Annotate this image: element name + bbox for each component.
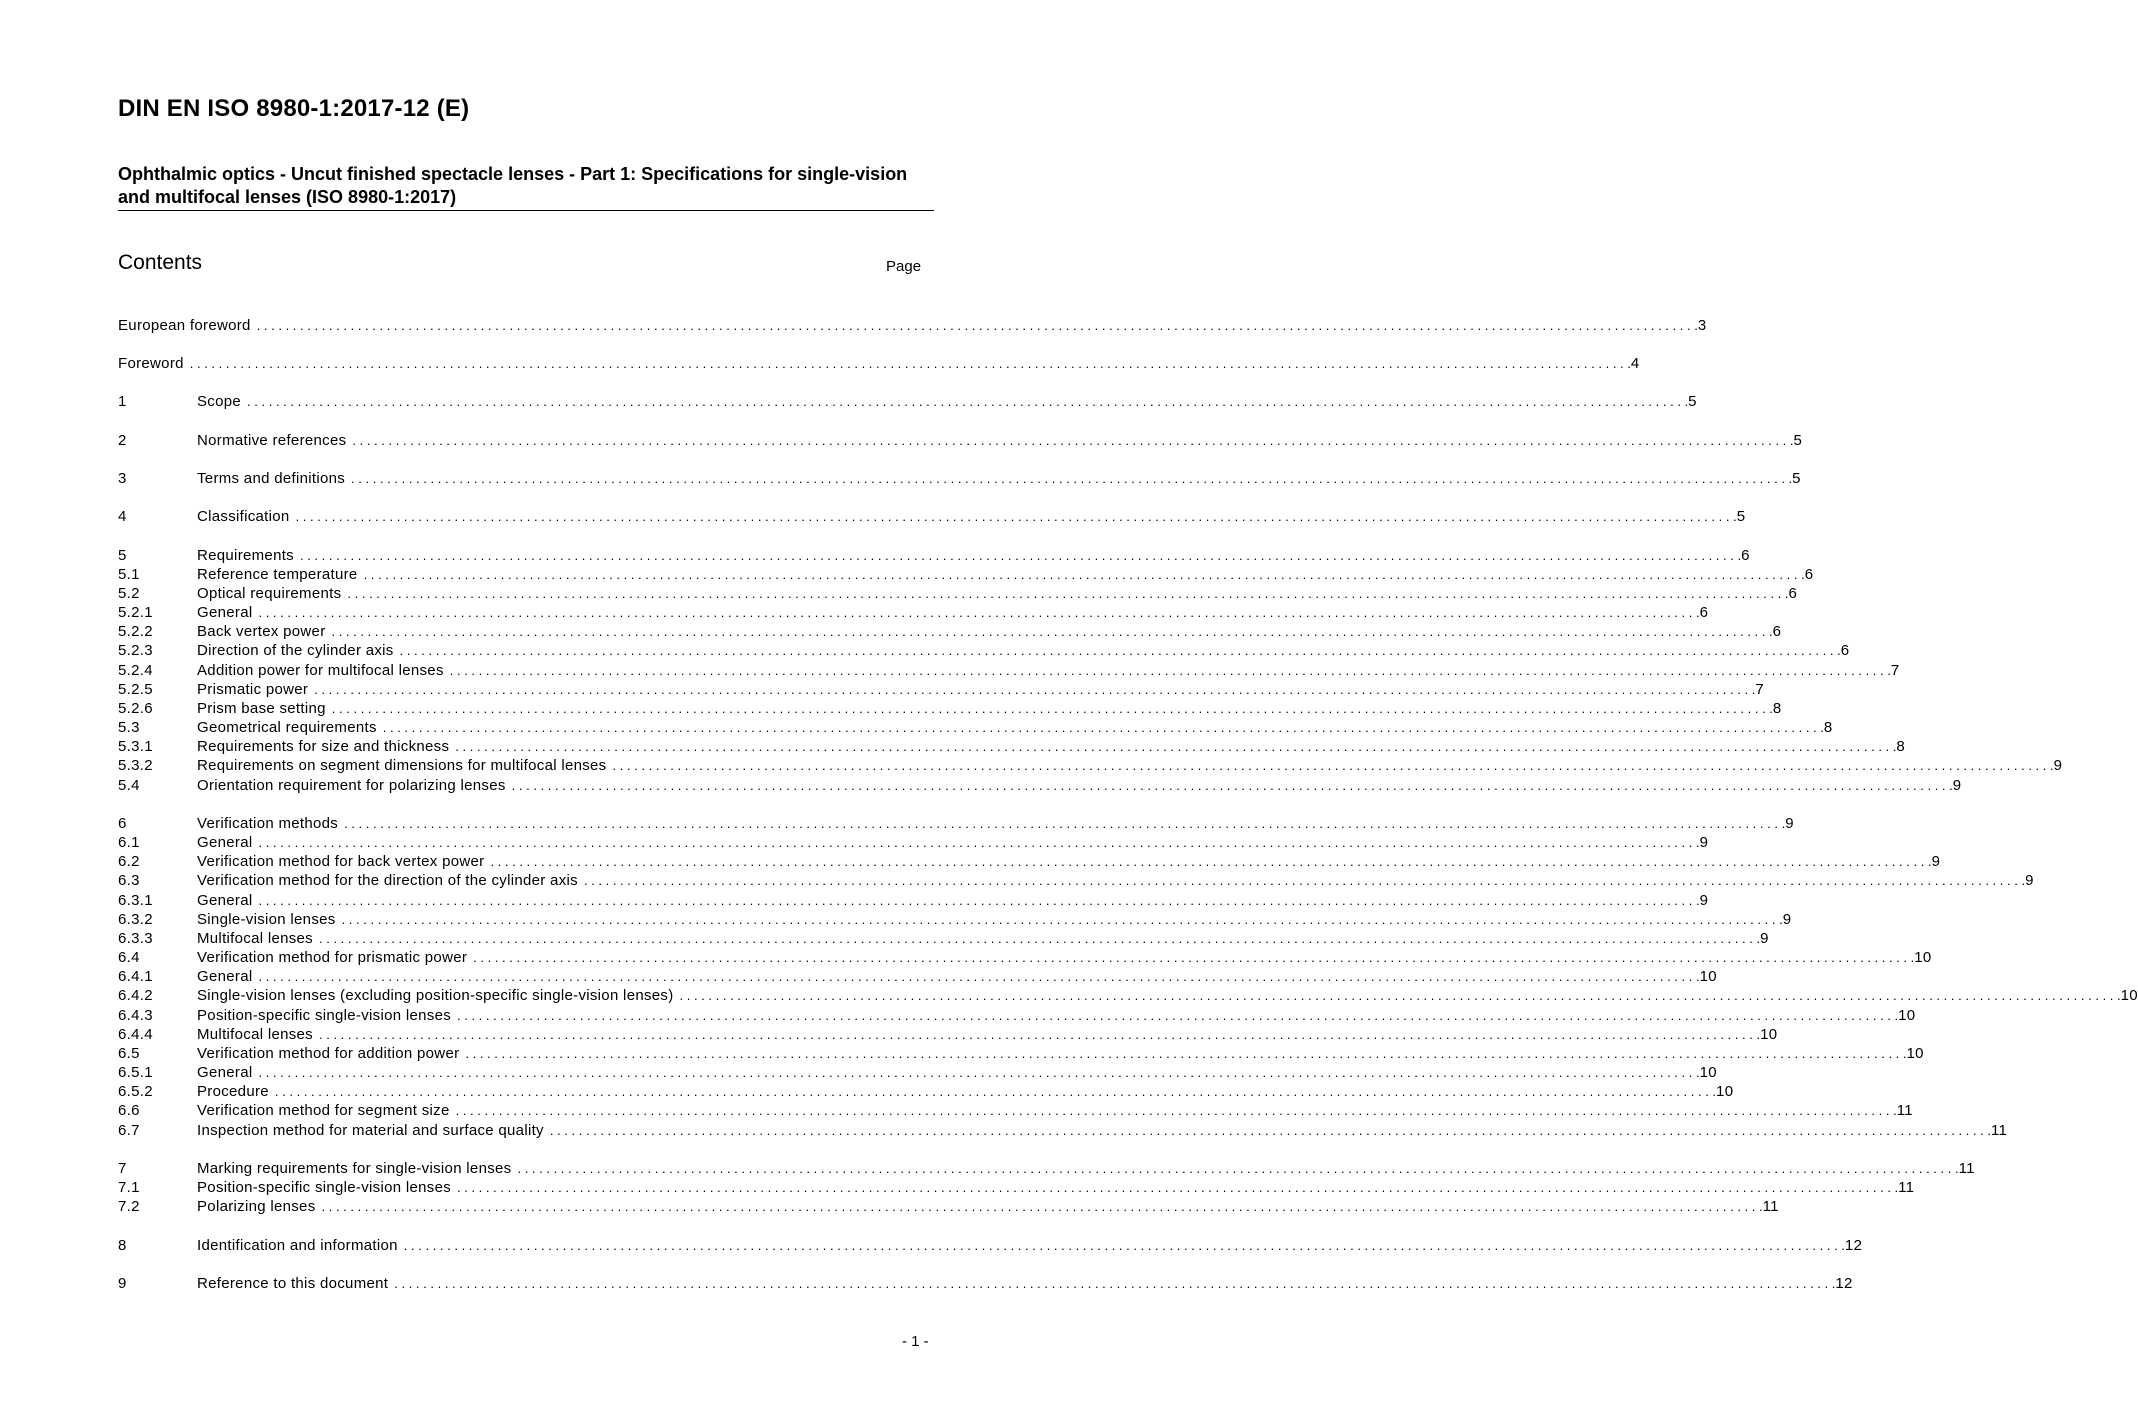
toc-leader-line: [197, 546, 1750, 565]
toc-dot-leader: . . . . . . . . . . . . . . . . . . . . . . . . . . . . . . . . . . . . . . . . . . . . . . . . . . . . . . . . . . . . . . . . . . . . . . . . . . . . . . . . . . . . . . . . . . . . . . . . . . . . . . . . . . . . . . . . . . . . . . . . . . . . . . . . . . . . . . . . . . . . . . . . . . . . . . . . . . . . . . . . . . . . . . . . . . . . . . . . . . . . . . . . . . . . . . . . . . . . . . . .: [457, 1180, 1899, 1195]
toc-dot-leader: . . . . . . . . . . . . . . . . . . . . . . . . . . . . . . . . . . . . . . . . . . . . . . . . . . . . . . . . . . . . . . . . . . . . . . . . . . . . . . . . . . . . . . . . . . . . . . . . . . . . . . . . . . . . . . . . . . . . . . . . . . . . . . . . . . . . . . . . . . . . . . . . . . . . . . . . . . . . . . . . . . . . . . . . . . . . . . . . . . . . . . . . . . . . . . . . . . . . . . . .: [612, 758, 2054, 773]
toc-section-number: 2: [118, 432, 127, 449]
toc-entry[interactable]: [118, 661, 1900, 680]
toc-dot-leader: . . . . . . . . . . . . . . . . . . . . . . . . . . . . . . . . . . . . . . . . . . . . . . . . . . . . . . . . . . . . . . . . . . . . . . . . . . . . . . . . . . . . . . . . . . . . . . . . . . . . . . . . . . . . . . . . . . . . . . . . . . . . . . . . . . . . . . . . . . . . . . . . . . . . . . . . . . . . . . . . . . . . . . . . . . . . . . . . . . . . . . . . . . . . . . . . . . . . . . . .: [331, 624, 1773, 639]
toc-title: General: [197, 833, 258, 852]
toc-dot-leader: . . . . . . . . . . . . . . . . . . . . . . . . . . . . . . . . . . . . . . . . . . . . . . . . . . . . . . . . . . . . . . . . . . . . . . . . . . . . . . . . . . . . . . . . . . . . . . . . . . . . . . . . . . . . . . . . . . . . . . . . . . . . . . . . . . . . . . . . . . . . . . . . . . . . . . . . . . . . . . . . . . . . . . . . . . . . . . . . . . . . . . . . . . . . . . . . . . . . . . . .: [299, 548, 1742, 563]
toc-leader-line: [197, 833, 1709, 852]
toc-page-number: 9: [1931, 853, 1941, 870]
toc-page-number: 6: [1699, 604, 1709, 621]
toc-page-number: 10: [1716, 1083, 1734, 1100]
toc-leader-line: [197, 565, 1814, 584]
toc-entry[interactable]: [118, 718, 1833, 737]
toc-section-number: 6.4: [118, 949, 140, 966]
toc-page-number: 5: [1736, 508, 1746, 525]
toc-page-number: 7: [1890, 662, 1900, 679]
toc-leader-line: [197, 1044, 1924, 1063]
toc-section-number: 5.2.6: [118, 700, 153, 717]
toc-entry[interactable]: [118, 1063, 1717, 1082]
toc-section-number: 6.7: [118, 1122, 140, 1139]
toc-title: Single-vision lenses: [197, 910, 342, 929]
toc-page-number: 6: [1788, 585, 1798, 602]
toc-title: Geometrical requirements: [197, 718, 383, 737]
toc-title: Back vertex power: [197, 622, 331, 641]
toc-title: Prismatic power: [197, 680, 314, 699]
toc-page-number: 11: [1762, 1198, 1779, 1215]
toc-page-number: 10: [1699, 968, 1717, 985]
toc-dot-leader: . . . . . . . . . . . . . . . . . . . . . . . . . . . . . . . . . . . . . . . . . . . . . . . . . . . . . . . . . . . . . . . . . . . . . . . . . . . . . . . . . . . . . . . . . . . . . . . . . . . . . . . . . . . . . . . . . . . . . . . . . . . . . . . . . . . . . . . . . . . . . . . . . . . . . . . . . . . . . . . . . . . . . . . . . . . . . . . . . . . . . . . . . . . . . . . . . . . . . . . .: [399, 643, 1841, 658]
toc-page-number: 11: [1958, 1160, 1975, 1177]
toc-entry[interactable]: [118, 1044, 1924, 1063]
toc-title: Procedure: [197, 1082, 275, 1101]
toc-section-number: 6: [118, 815, 127, 832]
toc-leader-line: [197, 891, 1709, 910]
toc-page-number: 10: [2120, 987, 2138, 1004]
toc-title: General: [197, 1063, 258, 1082]
toc-entry[interactable]: [118, 852, 1941, 871]
toc-title: Requirements on segment dimensions for multifocal lenses: [197, 756, 613, 775]
toc-entry[interactable]: [118, 507, 1746, 526]
toc-page-number: 12: [1835, 1275, 1853, 1292]
toc-dot-leader: . . . . . . . . . . . . . . . . . . . . . . . . . . . . . . . . . . . . . . . . . . . . . . . . . . . . . . . . . . . . . . . . . . . . . . . . . . . . . . . . . . . . . . . . . . . . . . . . . . . . . . . . . . . . . . . . . . . . . . . . . . . . . . . . . . . . . . . . . . . . . . . . . . . . . . . . . . . . . . . . . . . . . . . . . . . . . . . . . . . . . . . . . . . . . . . . . . . . . . . .: [274, 1084, 1717, 1099]
toc-entry[interactable]: [118, 1006, 1916, 1025]
toc-dot-leader: . . . . . . . . . . . . . . . . . . . . . . . . . . . . . . . . . . . . . . . . . . . . . . . . . . . . . . . . . . . . . . . . . . . . . . . . . . . . . . . . . . . . . . . . . . . . . . . . . . . . . . . . . . . . . . . . . . . . . . . . . . . . . . . . . . . . . . . . . . . . . . . . . . . . . . . . . . . . . . . . . . . . . . . . . . . . . . . . . . . . . . . . . . . . . . . . . . . . . . . .: [318, 931, 1761, 946]
toc-entry[interactable]: [118, 986, 2138, 1005]
toc-title: Position-specific single-vision lenses: [197, 1006, 457, 1025]
toc-dot-leader: . . . . . . . . . . . . . . . . . . . . . . . . . . . . . . . . . . . . . . . . . . . . . . . . . . . . . . . . . . . . . . . . . . . . . . . . . . . . . . . . . . . . . . . . . . . . . . . . . . . . . . . . . . . . . . . . . . . . . . . . . . . . . . . . . . . . . . . . . . . . . . . . . . . . . . . . . . . . . . . . . . . . . . . . . . . . . . . . . . . . . . . . . . . . . . . . . . . . . . . .: [344, 816, 1786, 831]
toc-entry[interactable]: [118, 622, 1782, 641]
toc-entry[interactable]: [118, 833, 1709, 852]
toc-section-number: 6.2: [118, 853, 140, 870]
toc-entry[interactable]: [118, 1025, 1778, 1044]
toc-section-number: 6.5.1: [118, 1064, 153, 1081]
toc-section-number: 7: [118, 1160, 127, 1177]
toc-title: Verification method for addition power: [197, 1044, 465, 1063]
toc-section-number: 5.2.3: [118, 642, 153, 659]
toc-dot-leader: . . . . . . . . . . . . . . . . . . . . . . . . . . . . . . . . . . . . . . . . . . . . . . . . . . . . . . . . . . . . . . . . . . . . . . . . . . . . . . . . . . . . . . . . . . . . . . . . . . . . . . . . . . . . . . . . . . . . . . . . . . . . . . . . . . . . . . . . . . . . . . . . . . . . . . . . . . . . . . . . . . . . . . . . . . . . . . . . . . . . . . . . . . . . . . . . . . . . . . . .: [549, 1123, 1991, 1138]
toc-page-number: 11: [1990, 1122, 2008, 1139]
toc-title: Classification: [197, 507, 296, 526]
toc-leader-line: [197, 1025, 1778, 1044]
toc-dot-leader: . . . . . . . . . . . . . . . . . . . . . . . . . . . . . . . . . . . . . . . . . . . . . . . . . . . . . . . . . . . . . . . . . . . . . . . . . . . . . . . . . . . . . . . . . . . . . . . . . . . . . . . . . . . . . . . . . . . . . . . . . . . . . . . . . . . . . . . . . . . . . . . . . . . . . . . . . . . . . . . . . . . . . . . . . . . . . . . . . . . . . . . . . . . . . . . . . . . . . . . .: [189, 356, 1631, 371]
toc-leader-line: [197, 814, 1794, 833]
toc-leader-line: [197, 967, 1717, 986]
toc-page-number: 7: [1755, 681, 1764, 698]
toc-page-number: 8: [1823, 719, 1833, 736]
toc-page-number: 4: [1630, 355, 1640, 372]
toc-dot-leader: . . . . . . . . . . . . . . . . . . . . . . . . . . . . . . . . . . . . . . . . . . . . . . . . . . . . . . . . . . . . . . . . . . . . . . . . . . . . . . . . . . . . . . . . . . . . . . . . . . . . . . . . . . . . . . . . . . . . . . . . . . . . . . . . . . . . . . . . . . . . . . . . . . . . . . . . . . . . . . . . . . . . . . . . . . . . . . . . . . . . . . . . . . . . . . . . . . . . . . . .: [314, 682, 1756, 697]
toc-title: General: [197, 891, 258, 910]
toc-section-number: 4: [118, 508, 127, 525]
toc-section-number: 5.2.4: [118, 662, 153, 679]
toc-entry[interactable]: [118, 1274, 1853, 1293]
toc-section-number: 3: [118, 470, 127, 487]
toc-leader-line: [197, 584, 1798, 603]
toc-entry[interactable]: [118, 546, 1750, 565]
toc-entry[interactable]: [118, 584, 1798, 603]
toc-entry[interactable]: [118, 814, 1794, 833]
toc-dot-leader: . . . . . . . . . . . . . . . . . . . . . . . . . . . . . . . . . . . . . . . . . . . . . . . . . . . . . . . . . . . . . . . . . . . . . . . . . . . . . . . . . . . . . . . . . . . . . . . . . . . . . . . . . . . . . . . . . . . . . . . . . . . . . . . . . . . . . . . . . . . . . . . . . . . . . . . . . . . . . . . . . . . . . . . . . . . . . . . . . . . . . . . . . . . . . . . . . . . . . . . .: [457, 1008, 1899, 1023]
toc-dot-leader: . . . . . . . . . . . . . . . . . . . . . . . . . . . . . . . . . . . . . . . . . . . . . . . . . . . . . . . . . . . . . . . . . . . . . . . . . . . . . . . . . . . . . . . . . . . . . . . . . . . . . . . . . . . . . . . . . . . . . . . . . . . . . . . . . . . . . . . . . . . . . . . . . . . . . . . . . . . . . . . . . . . . . . . . . . . . . . . . . . . . . . . . . . . . . . . . . . . . . . . .: [403, 1238, 1845, 1253]
toc-leader-line: [197, 680, 1764, 699]
toc-section-number: 5.3.2: [118, 757, 153, 774]
toc-leader-line: [197, 910, 1792, 929]
toc-title: Orientation requirement for polarizing lenses: [197, 776, 512, 795]
toc-section-number: 5.1: [118, 566, 140, 583]
toc-dot-leader: . . . . . . . . . . . . . . . . . . . . . . . . . . . . . . . . . . . . . . . . . . . . . . . . . . . . . . . . . . . . . . . . . . . . . . . . . . . . . . . . . . . . . . . . . . . . . . . . . . . . . . . . . . . . . . . . . . . . . . . . . . . . . . . . . . . . . . . . . . . . . . . . . . . . . . . . . . . . . . . . . . . . . . . . . . . . . . . . . . . . . . . . . . . . . . . . . . . . . . . .: [351, 471, 1793, 486]
toc-section-number: 6.4.1: [118, 968, 153, 985]
toc-title: Optical requirements: [197, 584, 347, 603]
toc-entry[interactable]: [118, 603, 1709, 622]
toc-leader-line: [197, 852, 1941, 871]
toc-entry[interactable]: [118, 1121, 2008, 1140]
toc-page-number: 9: [1760, 930, 1769, 947]
toc-section-number: 6.4.3: [118, 1007, 153, 1024]
toc-entry[interactable]: [118, 1082, 1734, 1101]
toc-section-number: 7.2: [118, 1198, 140, 1215]
toc-title: Single-vision lenses (excluding position-specific single-vision lenses): [197, 986, 680, 1005]
toc-page-number: 9: [1699, 834, 1709, 851]
toc-dot-leader: . . . . . . . . . . . . . . . . . . . . . . . . . . . . . . . . . . . . . . . . . . . . . . . . . . . . . . . . . . . . . . . . . . . . . . . . . . . . . . . . . . . . . . . . . . . . . . . . . . . . . . . . . . . . . . . . . . . . . . . . . . . . . . . . . . . . . . . . . . . . . . . . . . . . . . . . . . . . . . . . . . . . . . . . . . . . . . . . . . . . . . . . . . . . . . . . . . . . . . . .: [679, 988, 2121, 1003]
toc-section-number: 5.2.1: [118, 604, 153, 621]
toc-title: Scope: [197, 392, 247, 411]
toc-section-number: 6.3.3: [118, 930, 153, 947]
toc-title: Position-specific single-vision lenses: [197, 1178, 457, 1197]
toc-dot-leader: . . . . . . . . . . . . . . . . . . . . . . . . . . . . . . . . . . . . . . . . . . . . . . . . . . . . . . . . . . . . . . . . . . . . . . . . . . . . . . . . . . . . . . . . . . . . . . . . . . . . . . . . . . . . . . . . . . . . . . . . . . . . . . . . . . . . . . . . . . . . . . . . . . . . . . . . . . . . . . . . . . . . . . . . . . . . . . . . . . . . . . . . . . . . . . . . . . . . . . . .: [258, 605, 1700, 620]
toc-page-number: 8: [1772, 700, 1782, 717]
toc-dot-leader: . . . . . . . . . . . . . . . . . . . . . . . . . . . . . . . . . . . . . . . . . . . . . . . . . . . . . . . . . . . . . . . . . . . . . . . . . . . . . . . . . . . . . . . . . . . . . . . . . . . . . . . . . . . . . . . . . . . . . . . . . . . . . . . . . . . . . . . . . . . . . . . . . . . . . . . . . . . . . . . . . . . . . . . . . . . . . . . . . . . . . . . . . . . . . . . . . . . . . . . .: [449, 663, 1891, 678]
toc-dot-leader: . . . . . . . . . . . . . . . . . . . . . . . . . . . . . . . . . . . . . . . . . . . . . . . . . . . . . . . . . . . . . . . . . . . . . . . . . . . . . . . . . . . . . . . . . . . . . . . . . . . . . . . . . . . . . . . . . . . . . . . . . . . . . . . . . . . . . . . . . . . . . . . . . . . . . . . . . . . . . . . . . . . . . . . . . . . . . . . . . . . . . . . . . . . . . . . . . . . . . . . .: [258, 835, 1700, 850]
toc-section-number: 5.3.1: [118, 738, 153, 755]
toc-dot-leader: . . . . . . . . . . . . . . . . . . . . . . . . . . . . . . . . . . . . . . . . . . . . . . . . . . . . . . . . . . . . . . . . . . . . . . . . . . . . . . . . . . . . . . . . . . . . . . . . . . . . . . . . . . . . . . . . . . . . . . . . . . . . . . . . . . . . . . . . . . . . . . . . . . . . . . . . . . . . . . . . . . . . . . . . . . . . . . . . . . . . . . . . . . . . . . . . . . . . . . . .: [583, 873, 2026, 888]
toc-leader-line: [197, 1178, 1915, 1197]
toc-leader-line: [197, 871, 2034, 890]
toc-dot-leader: . . . . . . . . . . . . . . . . . . . . . . . . . . . . . . . . . . . . . . . . . . . . . . . . . . . . . . . . . . . . . . . . . . . . . . . . . . . . . . . . . . . . . . . . . . . . . . . . . . . . . . . . . . . . . . . . . . . . . . . . . . . . . . . . . . . . . . . . . . . . . . . . . . . . . . . . . . . . . . . . . . . . . . . . . . . . . . . . . . . . . . . . . . . . . . . . . . . . . . . .: [465, 1046, 1907, 1061]
toc-entry[interactable]: [118, 776, 1962, 795]
toc-title: European foreword: [118, 316, 257, 335]
toc-section-number: 5.2.2: [118, 623, 153, 640]
toc-leader-line: [197, 661, 1900, 680]
toc-section-number: 5.2.5: [118, 681, 153, 698]
toc-page-number: 11: [1898, 1179, 1915, 1196]
toc-title: General: [197, 967, 258, 986]
toc-entry[interactable]: [118, 1178, 1915, 1197]
toc-page-number: 6: [1804, 566, 1814, 583]
toc-leader-line: [197, 1274, 1853, 1293]
toc-page-number: 9: [1699, 892, 1709, 909]
toc-entry[interactable]: [118, 737, 1906, 756]
toc-leader-line: [197, 641, 1850, 660]
toc-leader-line: [197, 469, 1801, 488]
toc-title: Verification method for segment size: [197, 1101, 456, 1120]
toc-section-number: 5.2: [118, 585, 140, 602]
toc-dot-leader: . . . . . . . . . . . . . . . . . . . . . . . . . . . . . . . . . . . . . . . . . . . . . . . . . . . . . . . . . . . . . . . . . . . . . . . . . . . . . . . . . . . . . . . . . . . . . . . . . . . . . . . . . . . . . . . . . . . . . . . . . . . . . . . . . . . . . . . . . . . . . . . . . . . . . . . . . . . . . . . . . . . . . . . . . . . . . . . . . . . . . . . . . . . . . . . . . . . . . . . .: [455, 739, 1897, 754]
toc-dot-leader: . . . . . . . . . . . . . . . . . . . . . . . . . . . . . . . . . . . . . . . . . . . . . . . . . . . . . . . . . . . . . . . . . . . . . . . . . . . . . . . . . . . . . . . . . . . . . . . . . . . . . . . . . . . . . . . . . . . . . . . . . . . . . . . . . . . . . . . . . . . . . . . . . . . . . . . . . . . . . . . . . . . . . . . . . . . . . . . . . . . . . . . . . . . . . . . . . . . . . . . .: [295, 509, 1737, 524]
toc-leader-line: [197, 1159, 1975, 1178]
toc-dot-leader: . . . . . . . . . . . . . . . . . . . . . . . . . . . . . . . . . . . . . . . . . . . . . . . . . . . . . . . . . . . . . . . . . . . . . . . . . . . . . . . . . . . . . . . . . . . . . . . . . . . . . . . . . . . . . . . . . . . . . . . . . . . . . . . . . . . . . . . . . . . . . . . . . . . . . . . . . . . . . . . . . . . . . . . . . . . . . . . . . . . . . . . . . . . . . . . . . . . . . . . .: [382, 720, 1824, 735]
toc-title: Marking requirements for single-vision lenses: [197, 1159, 517, 1178]
toc-title: Verification method for back vertex power: [197, 852, 490, 871]
toc-leader-line: [197, 737, 1906, 756]
toc-entry[interactable]: [118, 431, 1803, 450]
toc-leader-line: [118, 354, 1640, 373]
toc-entry[interactable]: [118, 1197, 1779, 1216]
toc-page-number: 9: [1785, 815, 1794, 832]
toc-page-number: 9: [2053, 757, 2063, 774]
toc-leader-line: [197, 1082, 1734, 1101]
toc-title: Verification method for prismatic power: [197, 948, 473, 967]
toc-title: Foreword: [118, 354, 190, 373]
toc-entry[interactable]: [118, 929, 1769, 948]
toc-dot-leader: . . . . . . . . . . . . . . . . . . . . . . . . . . . . . . . . . . . . . . . . . . . . . . . . . . . . . . . . . . . . . . . . . . . . . . . . . . . . . . . . . . . . . . . . . . . . . . . . . . . . . . . . . . . . . . . . . . . . . . . . . . . . . . . . . . . . . . . . . . . . . . . . . . . . . . . . . . . . . . . . . . . . . . . . . . . . . . . . . . . . . . . . . . . . . . . . . . . . . . . .: [318, 1027, 1761, 1042]
toc-page-number: 5: [1688, 393, 1697, 410]
toc-section-number: 6.4.2: [118, 987, 153, 1004]
toc-title: Addition power for multifocal lenses: [197, 661, 450, 680]
toc-section-number: 6.5.2: [118, 1083, 153, 1100]
toc-entry[interactable]: [118, 469, 1801, 488]
toc-entry[interactable]: [118, 891, 1709, 910]
toc-leader-line: [197, 1121, 2008, 1140]
toc-title: Direction of the cylinder axis: [197, 641, 400, 660]
toc-title: General: [197, 603, 258, 622]
toc-title: Inspection method for material and surface quality: [197, 1121, 550, 1140]
toc-entry[interactable]: [118, 910, 1792, 929]
page-column-label: Page: [886, 258, 922, 275]
toc-dot-leader: . . . . . . . . . . . . . . . . . . . . . . . . . . . . . . . . . . . . . . . . . . . . . . . . . . . . . . . . . . . . . . . . . . . . . . . . . . . . . . . . . . . . . . . . . . . . . . . . . . . . . . . . . . . . . . . . . . . . . . . . . . . . . . . . . . . . . . . . . . . . . . . . . . . . . . . . . . . . . . . . . . . . . . . . . . . . . . . . . . . . . . . . . . . . . . . . . . . . . . . .: [247, 394, 1689, 409]
title-divider: [118, 210, 934, 211]
toc-page-number: 6: [1741, 547, 1750, 564]
toc-dot-leader: . . . . . . . . . . . . . . . . . . . . . . . . . . . . . . . . . . . . . . . . . . . . . . . . . . . . . . . . . . . . . . . . . . . . . . . . . . . . . . . . . . . . . . . . . . . . . . . . . . . . . . . . . . . . . . . . . . . . . . . . . . . . . . . . . . . . . . . . . . . . . . . . . . . . . . . . . . . . . . . . . . . . . . . . . . . . . . . . . . . . . . . . . . . . . . . . . . . . . . . .: [473, 950, 1915, 965]
toc-dot-leader: . . . . . . . . . . . . . . . . . . . . . . . . . . . . . . . . . . . . . . . . . . . . . . . . . . . . . . . . . . . . . . . . . . . . . . . . . . . . . . . . . . . . . . . . . . . . . . . . . . . . . . . . . . . . . . . . . . . . . . . . . . . . . . . . . . . . . . . . . . . . . . . . . . . . . . . . . . . . . . . . . . . . . . . . . . . . . . . . . . . . . . . . . . . . . . . . . . . . . . . .: [363, 567, 1805, 582]
toc-title: Reference to this document: [197, 1274, 394, 1293]
toc-dot-leader: . . . . . . . . . . . . . . . . . . . . . . . . . . . . . . . . . . . . . . . . . . . . . . . . . . . . . . . . . . . . . . . . . . . . . . . . . . . . . . . . . . . . . . . . . . . . . . . . . . . . . . . . . . . . . . . . . . . . . . . . . . . . . . . . . . . . . . . . . . . . . . . . . . . . . . . . . . . . . . . . . . . . . . . . . . . . . . . . . . . . . . . . . . . . . . . . . . . . . . . .: [258, 969, 1700, 984]
toc-section-number: 6.6: [118, 1102, 140, 1119]
toc-leader-line: [197, 507, 1746, 526]
toc-leader-line: [197, 776, 1962, 795]
toc-entry[interactable]: [118, 1159, 1975, 1178]
toc-page-number: 10: [1914, 949, 1932, 966]
toc-title: Polarizing lenses: [197, 1197, 322, 1216]
toc-leader-line: [197, 392, 1697, 411]
toc-entry[interactable]: [118, 1101, 1913, 1120]
toc-entry[interactable]: [118, 641, 1850, 660]
toc-page-number: 10: [1906, 1045, 1924, 1062]
toc-dot-leader: . . . . . . . . . . . . . . . . . . . . . . . . . . . . . . . . . . . . . . . . . . . . . . . . . . . . . . . . . . . . . . . . . . . . . . . . . . . . . . . . . . . . . . . . . . . . . . . . . . . . . . . . . . . . . . . . . . . . . . . . . . . . . . . . . . . . . . . . . . . . . . . . . . . . . . . . . . . . . . . . . . . . . . . . . . . . . . . . . . . . . . . . . . . . . . . . . . . . . . . .: [321, 1199, 1763, 1214]
toc-dot-leader: . . . . . . . . . . . . . . . . . . . . . . . . . . . . . . . . . . . . . . . . . . . . . . . . . . . . . . . . . . . . . . . . . . . . . . . . . . . . . . . . . . . . . . . . . . . . . . . . . . . . . . . . . . . . . . . . . . . . . . . . . . . . . . . . . . . . . . . . . . . . . . . . . . . . . . . . . . . . . . . . . . . . . . . . . . . . . . . . . . . . . . . . . . . . . . . . . . . . . . . .: [258, 1065, 1700, 1080]
toc-page-number: 3: [1697, 317, 1707, 334]
toc-leader-line: [197, 1197, 1779, 1216]
toc-leader-line: [197, 1063, 1717, 1082]
page-number: - 1 -: [902, 1333, 929, 1350]
toc-section-number: 5.3: [118, 719, 140, 736]
toc-leader-line: [197, 948, 1932, 967]
toc-leader-line: [197, 1006, 1916, 1025]
toc-dot-leader: . . . . . . . . . . . . . . . . . . . . . . . . . . . . . . . . . . . . . . . . . . . . . . . . . . . . . . . . . . . . . . . . . . . . . . . . . . . . . . . . . . . . . . . . . . . . . . . . . . . . . . . . . . . . . . . . . . . . . . . . . . . . . . . . . . . . . . . . . . . . . . . . . . . . . . . . . . . . . . . . . . . . . . . . . . . . . . . . . . . . . . . . . . . . . . . . . . . . . . . .: [511, 778, 1953, 793]
toc-page-number: 6: [1840, 642, 1850, 659]
toc-section-number: 5.4: [118, 777, 140, 794]
toc-dot-leader: . . . . . . . . . . . . . . . . . . . . . . . . . . . . . . . . . . . . . . . . . . . . . . . . . . . . . . . . . . . . . . . . . . . . . . . . . . . . . . . . . . . . . . . . . . . . . . . . . . . . . . . . . . . . . . . . . . . . . . . . . . . . . . . . . . . . . . . . . . . . . . . . . . . . . . . . . . . . . . . . . . . . . . . . . . . . . . . . . . . . . . . . . . . . . . . . . . . . . . . .: [341, 912, 1783, 927]
toc-title: Terms and definitions: [197, 469, 351, 488]
toc-page-number: 8: [1896, 738, 1906, 755]
toc-section-number: 5: [118, 547, 127, 564]
toc-page-number: 12: [1844, 1237, 1863, 1254]
document-subtitle: Ophthalmic optics - Uncut finished spectacle lenses - Part 1: Specifications for single-vision and multifocal lenses (ISO 8980-1:2017): [118, 164, 908, 207]
toc-entry[interactable]: [118, 316, 1707, 335]
toc-title: Multifocal lenses: [197, 929, 319, 948]
toc-entry[interactable]: [118, 699, 1782, 718]
toc-page-number: 10: [1699, 1064, 1717, 1081]
toc-entry[interactable]: [118, 948, 1932, 967]
toc-title: Requirements for size and thickness: [197, 737, 455, 756]
toc-entry[interactable]: [118, 680, 1764, 699]
toc-entry[interactable]: [118, 392, 1697, 411]
toc-title: Verification method for the direction of the cylinder axis: [197, 871, 584, 890]
toc-dot-leader: . . . . . . . . . . . . . . . . . . . . . . . . . . . . . . . . . . . . . . . . . . . . . . . . . . . . . . . . . . . . . . . . . . . . . . . . . . . . . . . . . . . . . . . . . . . . . . . . . . . . . . . . . . . . . . . . . . . . . . . . . . . . . . . . . . . . . . . . . . . . . . . . . . . . . . . . . . . . . . . . . . . . . . . . . . . . . . . . . . . . . . . . . . . . . . . . . . . . . . . .: [258, 893, 1700, 908]
toc-page-number: 6: [1772, 623, 1782, 640]
toc-title: Normative references: [197, 431, 352, 450]
toc-page-number: 5: [1793, 432, 1803, 449]
toc-section-number: 6.5: [118, 1045, 140, 1062]
toc-page-number: 10: [1760, 1026, 1778, 1043]
toc-dot-leader: . . . . . . . . . . . . . . . . . . . . . . . . . . . . . . . . . . . . . . . . . . . . . . . . . . . . . . . . . . . . . . . . . . . . . . . . . . . . . . . . . . . . . . . . . . . . . . . . . . . . . . . . . . . . . . . . . . . . . . . . . . . . . . . . . . . . . . . . . . . . . . . . . . . . . . . . . . . . . . . . . . . . . . . . . . . . . . . . . . . . . . . . . . . . . . . . . . . . . . . .: [455, 1103, 1897, 1118]
toc-title: Requirements: [197, 546, 300, 565]
toc-section-number: 8: [118, 1237, 127, 1254]
document-id: DIN EN ISO 8980-1:2017-12 (E): [118, 95, 470, 122]
toc-title: Reference temperature: [197, 565, 364, 584]
toc-leader-line: [197, 718, 1833, 737]
toc-dot-leader: . . . . . . . . . . . . . . . . . . . . . . . . . . . . . . . . . . . . . . . . . . . . . . . . . . . . . . . . . . . . . . . . . . . . . . . . . . . . . . . . . . . . . . . . . . . . . . . . . . . . . . . . . . . . . . . . . . . . . . . . . . . . . . . . . . . . . . . . . . . . . . . . . . . . . . . . . . . . . . . . . . . . . . . . . . . . . . . . . . . . . . . . . . . . . . . . . . . . . . . .: [352, 433, 1794, 448]
toc-title: Verification methods: [197, 814, 344, 833]
toc-dot-leader: . . . . . . . . . . . . . . . . . . . . . . . . . . . . . . . . . . . . . . . . . . . . . . . . . . . . . . . . . . . . . . . . . . . . . . . . . . . . . . . . . . . . . . . . . . . . . . . . . . . . . . . . . . . . . . . . . . . . . . . . . . . . . . . . . . . . . . . . . . . . . . . . . . . . . . . . . . . . . . . . . . . . . . . . . . . . . . . . . . . . . . . . . . . . . . . . . . . . . . . .: [517, 1161, 1959, 1176]
toc-section-number: 6.3: [118, 872, 140, 889]
toc-section-number: 6.1: [118, 834, 140, 851]
toc-leader-line: [197, 756, 2063, 775]
toc-dot-leader: . . . . . . . . . . . . . . . . . . . . . . . . . . . . . . . . . . . . . . . . . . . . . . . . . . . . . . . . . . . . . . . . . . . . . . . . . . . . . . . . . . . . . . . . . . . . . . . . . . . . . . . . . . . . . . . . . . . . . . . . . . . . . . . . . . . . . . . . . . . . . . . . . . . . . . . . . . . . . . . . . . . . . . . . . . . . . . . . . . . . . . . . . . . . . . . . . . . . . . . .: [256, 318, 1698, 333]
toc-leader-line: [197, 622, 1782, 641]
toc-leader-line: [118, 316, 1707, 335]
toc-dot-leader: . . . . . . . . . . . . . . . . . . . . . . . . . . . . . . . . . . . . . . . . . . . . . . . . . . . . . . . . . . . . . . . . . . . . . . . . . . . . . . . . . . . . . . . . . . . . . . . . . . . . . . . . . . . . . . . . . . . . . . . . . . . . . . . . . . . . . . . . . . . . . . . . . . . . . . . . . . . . . . . . . . . . . . . . . . . . . . . . . . . . . . . . . . . . . . . . . . . . . . . .: [490, 854, 1932, 869]
toc-dot-leader: . . . . . . . . . . . . . . . . . . . . . . . . . . . . . . . . . . . . . . . . . . . . . . . . . . . . . . . . . . . . . . . . . . . . . . . . . . . . . . . . . . . . . . . . . . . . . . . . . . . . . . . . . . . . . . . . . . . . . . . . . . . . . . . . . . . . . . . . . . . . . . . . . . . . . . . . . . . . . . . . . . . . . . . . . . . . . . . . . . . . . . . . . . . . . . . . . . . . . . . .: [331, 701, 1773, 716]
toc-section-number: 6.4.4: [118, 1026, 153, 1043]
toc-section-number: 6.3.1: [118, 892, 153, 909]
toc-section-number: 7.1: [118, 1179, 140, 1196]
toc-leader-line: [197, 986, 2138, 1005]
toc-leader-line: [197, 603, 1709, 622]
toc-leader-line: [197, 431, 1803, 450]
toc-dot-leader: . . . . . . . . . . . . . . . . . . . . . . . . . . . . . . . . . . . . . . . . . . . . . . . . . . . . . . . . . . . . . . . . . . . . . . . . . . . . . . . . . . . . . . . . . . . . . . . . . . . . . . . . . . . . . . . . . . . . . . . . . . . . . . . . . . . . . . . . . . . . . . . . . . . . . . . . . . . . . . . . . . . . . . . . . . . . . . . . . . . . . . . . . . . . . . . . . . . . . . . .: [394, 1276, 1836, 1291]
toc-title: Multifocal lenses: [197, 1025, 319, 1044]
toc-section-number: 6.3.2: [118, 911, 153, 928]
toc-leader-line: [197, 699, 1782, 718]
toc-title: Prism base setting: [197, 699, 332, 718]
toc-entry[interactable]: [118, 1236, 1863, 1255]
toc-entry[interactable]: [118, 354, 1640, 373]
toc-title: Identification and information: [197, 1236, 404, 1255]
toc-page-number: 9: [2025, 872, 2034, 889]
toc-dot-leader: . . . . . . . . . . . . . . . . . . . . . . . . . . . . . . . . . . . . . . . . . . . . . . . . . . . . . . . . . . . . . . . . . . . . . . . . . . . . . . . . . . . . . . . . . . . . . . . . . . . . . . . . . . . . . . . . . . . . . . . . . . . . . . . . . . . . . . . . . . . . . . . . . . . . . . . . . . . . . . . . . . . . . . . . . . . . . . . . . . . . . . . . . . . . . . . . . . . . . . . .: [347, 586, 1789, 601]
toc-page-number: 10: [1898, 1007, 1916, 1024]
toc-section-number: 9: [118, 1275, 127, 1292]
toc-page-number: 9: [1782, 911, 1792, 928]
toc-section-number: 1: [118, 393, 127, 410]
toc-entry[interactable]: [118, 756, 2063, 775]
contents-heading: Contents: [118, 251, 203, 274]
toc-entry[interactable]: [118, 871, 2034, 890]
toc-entry[interactable]: [118, 967, 1717, 986]
toc-leader-line: [197, 1101, 1913, 1120]
toc-entry[interactable]: [118, 565, 1814, 584]
toc-leader-line: [197, 929, 1769, 948]
toc-page-number: 11: [1896, 1102, 1913, 1119]
toc-leader-line: [197, 1236, 1863, 1255]
toc-page-number: 9: [1952, 777, 1962, 794]
toc-page-number: 5: [1792, 470, 1801, 487]
